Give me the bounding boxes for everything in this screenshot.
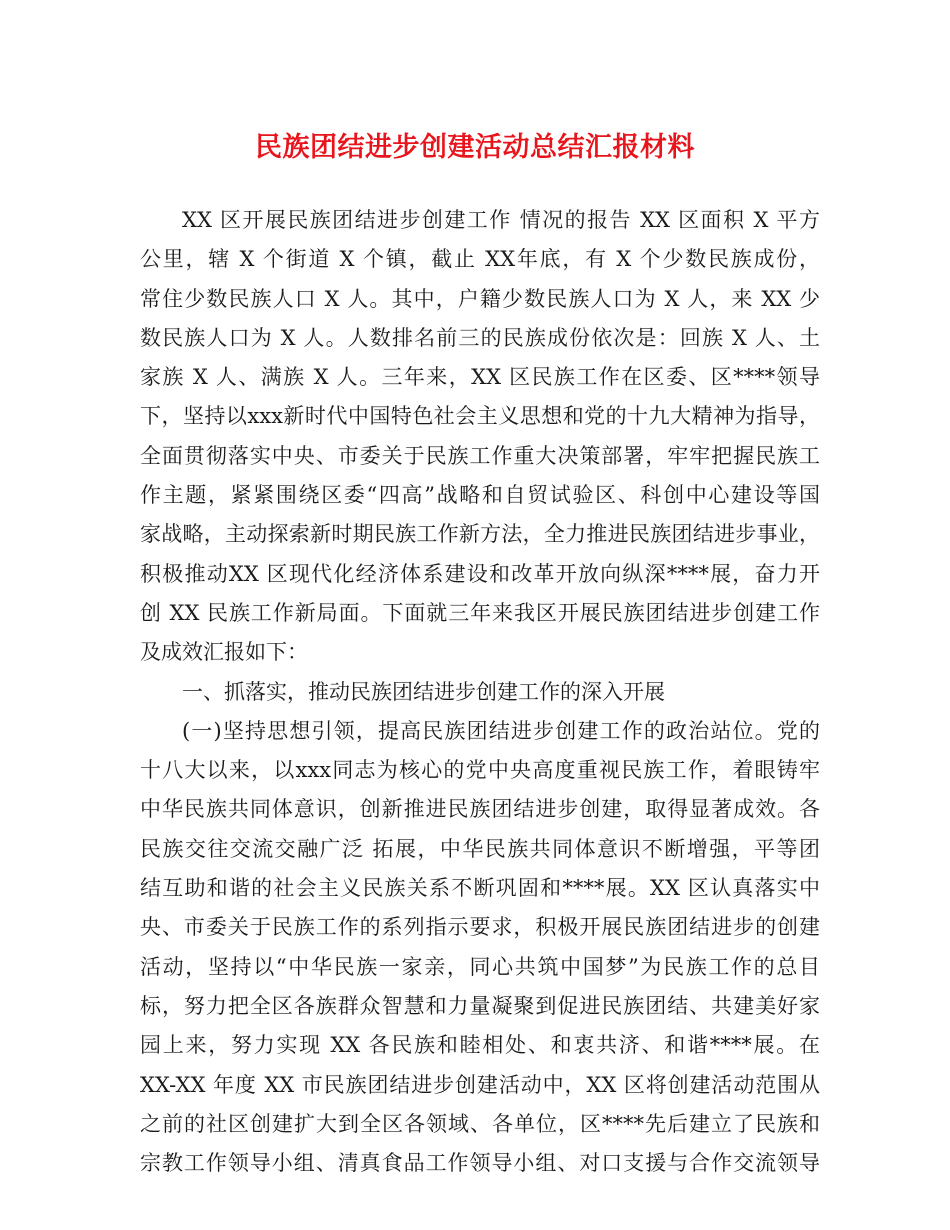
paragraph-line: 数民族人口为 X 人。人数排名前三的民族成份依次是：回族 X 人、土 xyxy=(140,325,820,350)
paragraph-line: 积极推动XX 区现代化经济体系建设和改革开放向纵深****展，奋力开 xyxy=(140,561,820,586)
document-body xyxy=(140,201,820,1183)
paragraph-line: 中华民族共同体意识，创新推进民族团结进步创建，取得显著成效。各 xyxy=(140,797,820,822)
paragraph-line: 活动，坚持以“中华民族一家亲，同心共筑中国梦”为民族工作的总目 xyxy=(140,954,820,979)
paragraph-line: 之前的社区创建扩大到全区各领域、各单位，区****先后建立了民族和 xyxy=(140,1111,820,1136)
paragraph-line: 创 XX 民族工作新局面。下面就三年来我区开展民族团结进步创建工作 xyxy=(140,600,820,625)
paragraph-line: 民族交往交流交融广泛 拓展，中华民族共同体意识不断增强，平等团 xyxy=(140,836,820,861)
paragraph-line: XX-XX 年度 XX 市民族团结进步创建活动中，XX 区将创建活动范围从 xyxy=(140,1072,820,1097)
paragraph-line: 公里，辖 X 个街道 X 个镇，截止 XX年底，有 X 个少数民族成份， xyxy=(140,247,820,272)
paragraph-line: 标，努力把全区各族群众智慧和力量凝聚到促进民族团结、共建美好家 xyxy=(140,993,820,1018)
section-heading: 一、抓落实，推动民族团结进步创建工作的深入开展 xyxy=(182,679,665,704)
paragraph-line: 下，坚持以xxx新时代中国特色社会主义思想和党的十九大精神为指导， xyxy=(140,404,820,429)
paragraph-line: 常住少数民族人口 X 人。其中，户籍少数民族人口为 X 人，来 XX 少 xyxy=(140,286,820,311)
paragraph-line: 家战略，主动探索新时期民族工作新方法，全力推进民族团结进步事业， xyxy=(140,522,820,547)
paragraph-line: 及成效汇报如下： xyxy=(140,640,308,665)
paragraph-line: 全面贯彻落实中央、市委关于民族工作重大决策部署，牢牢把握民族工 xyxy=(140,443,820,468)
paragraph-line: 作主题，紧紧围绕区委“四高”战略和自贸试验区、科创中心建设等国 xyxy=(140,483,820,508)
paragraph-line: 十八大以来，以xxx同志为核心的党中央高度重视民族工作，着眼铸牢 xyxy=(140,758,820,783)
paragraph-line: 央、市委关于民族工作的系列指示要求，积极开展民族团结进步的创建 xyxy=(140,915,820,940)
paragraph-line: 园上来，努力实现 XX 各民族和睦相处、和衷共济、和谐****展。在 xyxy=(140,1033,820,1058)
paragraph-line: (一)坚持思想引领，提高民族团结进步创建工作的政治站位。党的 xyxy=(182,718,820,743)
document-title: 民族团结进步创建活动总结汇报材料 xyxy=(255,132,695,163)
paragraph-line: 家族 X 人、满族 X 人。三年来，XX 区民族工作在区委、区****领导 xyxy=(140,365,820,390)
paragraph-line: 结互助和谐的社会主义民族关系不断巩固和****展。XX 区认真落实中 xyxy=(140,876,820,901)
paragraph-line: XX 区开展民族团结进步创建工作 情况的报告 XX 区面积 X 平方 xyxy=(182,208,820,232)
paragraph-line: 宗教工作领导小组、清真食品工作领导小组、对口支援与合作交流领导 xyxy=(140,1151,820,1176)
